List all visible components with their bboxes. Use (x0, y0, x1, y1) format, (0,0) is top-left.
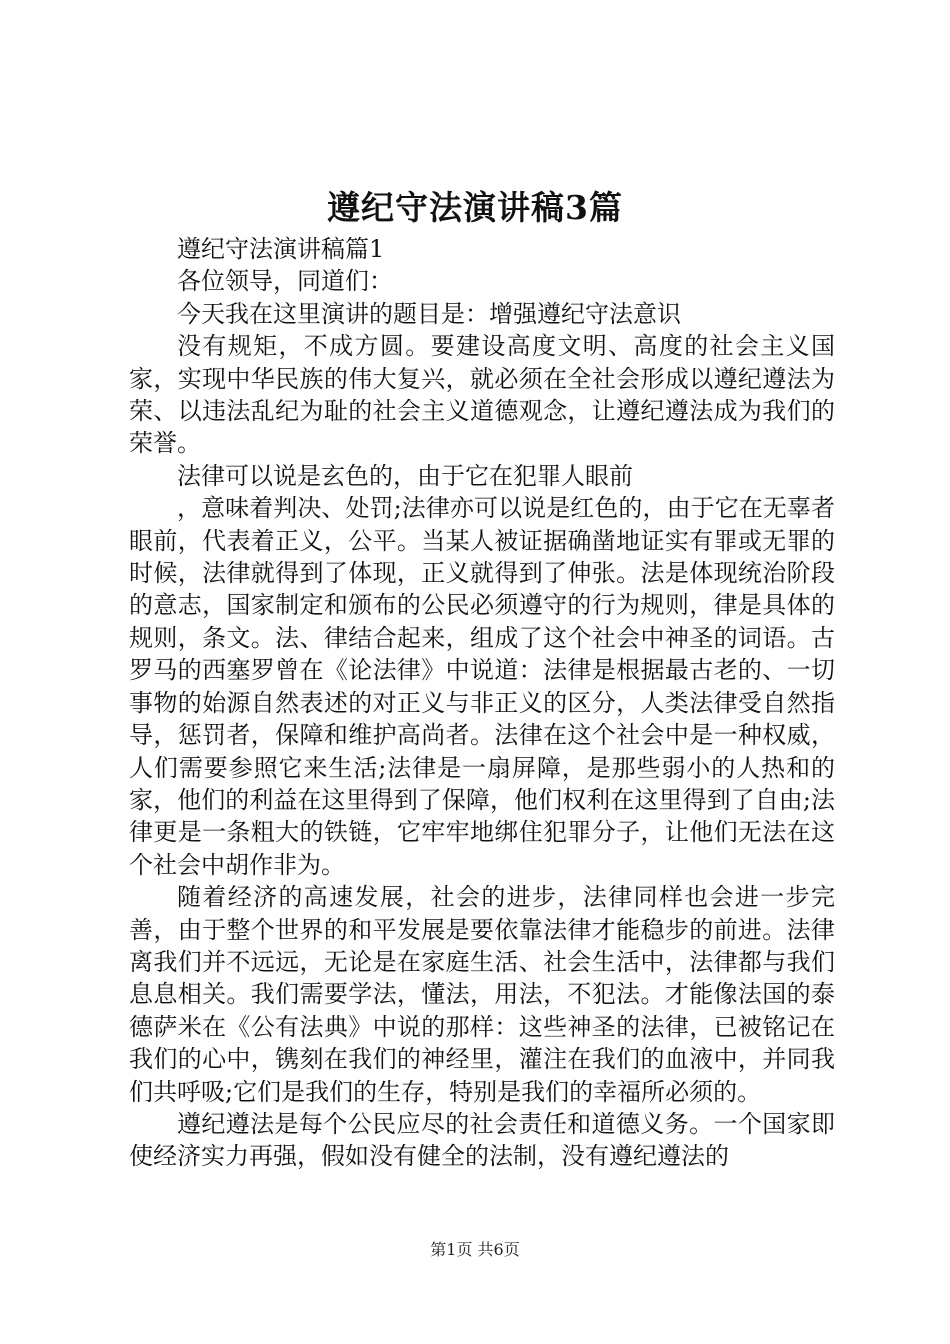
body-paragraph: ，意味着判决、处罚;法律亦可以说是红色的，由于它在无辜者眼前，代表着正义，公平。当某人被证据确凿地证实有罪或无罪的时候，法律就得到了体现，正义就得到了伸张。法是体现统治阶段的意志，国家制定和颁布的公民必须遵守的行为规则，律是具体的规则，条文。法、律结合起来，组成了这个社会中神圣的词语。古罗马的西塞罗曾在《论法律》中说道：法律是根据最古老的、一切事物的始源自然表述的对正义与非正义的区分，人类法律受自然指导，惩罚者，保障和维护高尚者。法律在这个社会中是一种权威，人们需要参照它来生活;法律是一扇屏障，是那些弱小的人热和的家，他们的利益在这里得到了保障，他们权利在这里得到了自由;法律更是一条粗大的铁链，它牢牢地绑住犯罪分子，让他们无法在这个社会中胡作非为。 (129, 494, 835, 879)
body-paragraph: 法律可以说是玄色的，由于它在犯罪人眼前 (177, 461, 633, 490)
body-paragraph: 遵纪遵法是每个公民应尽的社会责任和道德义务。一个国家即使经济实力再强，假如没有健全的法制，没有遵纪遵法的 (129, 1109, 835, 1171)
section-heading: 遵纪守法演讲稿篇1 (177, 235, 385, 263)
salutation: 各位领导，同道们： (177, 267, 393, 296)
document-title: 遵纪守法演讲稿3篇 (327, 188, 623, 227)
speech-topic: 今天我在这里演讲的题目是：增强遵纪守法意识 (177, 299, 681, 328)
document-body (129, 233, 835, 1173)
page-footer: 第1页 共6页 (430, 1240, 520, 1259)
body-paragraph: 随着经济的高速发展，社会的进步，法律同样也会进一步完善，由于整个世界的和平发展是要依靠法律才能稳步的前进。法律离我们并不远远，无论是在家庭生活、社会生活中，法律都与我们息息相关。我们需要学法，懂法，用法，不犯法。才能像法国的泰德萨米在《公有法典》中说的那样：这些神圣的法律，已被铭记在我们的心中，镌刻在我们的神经里，灌注在我们的血液中，并同我们共呼吸;它们是我们的生存，特别是我们的幸福所必须的。 (129, 883, 835, 1106)
body-paragraph: 没有规矩，不成方圆。要建设高度文明、高度的社会主义国家，实现中华民族的伟大复兴，就必须在全社会形成以遵纪遵法为荣、以违法乱纪为耻的社会主义道德观念，让遵纪遵法成为我们的荣誉。 (129, 332, 835, 458)
